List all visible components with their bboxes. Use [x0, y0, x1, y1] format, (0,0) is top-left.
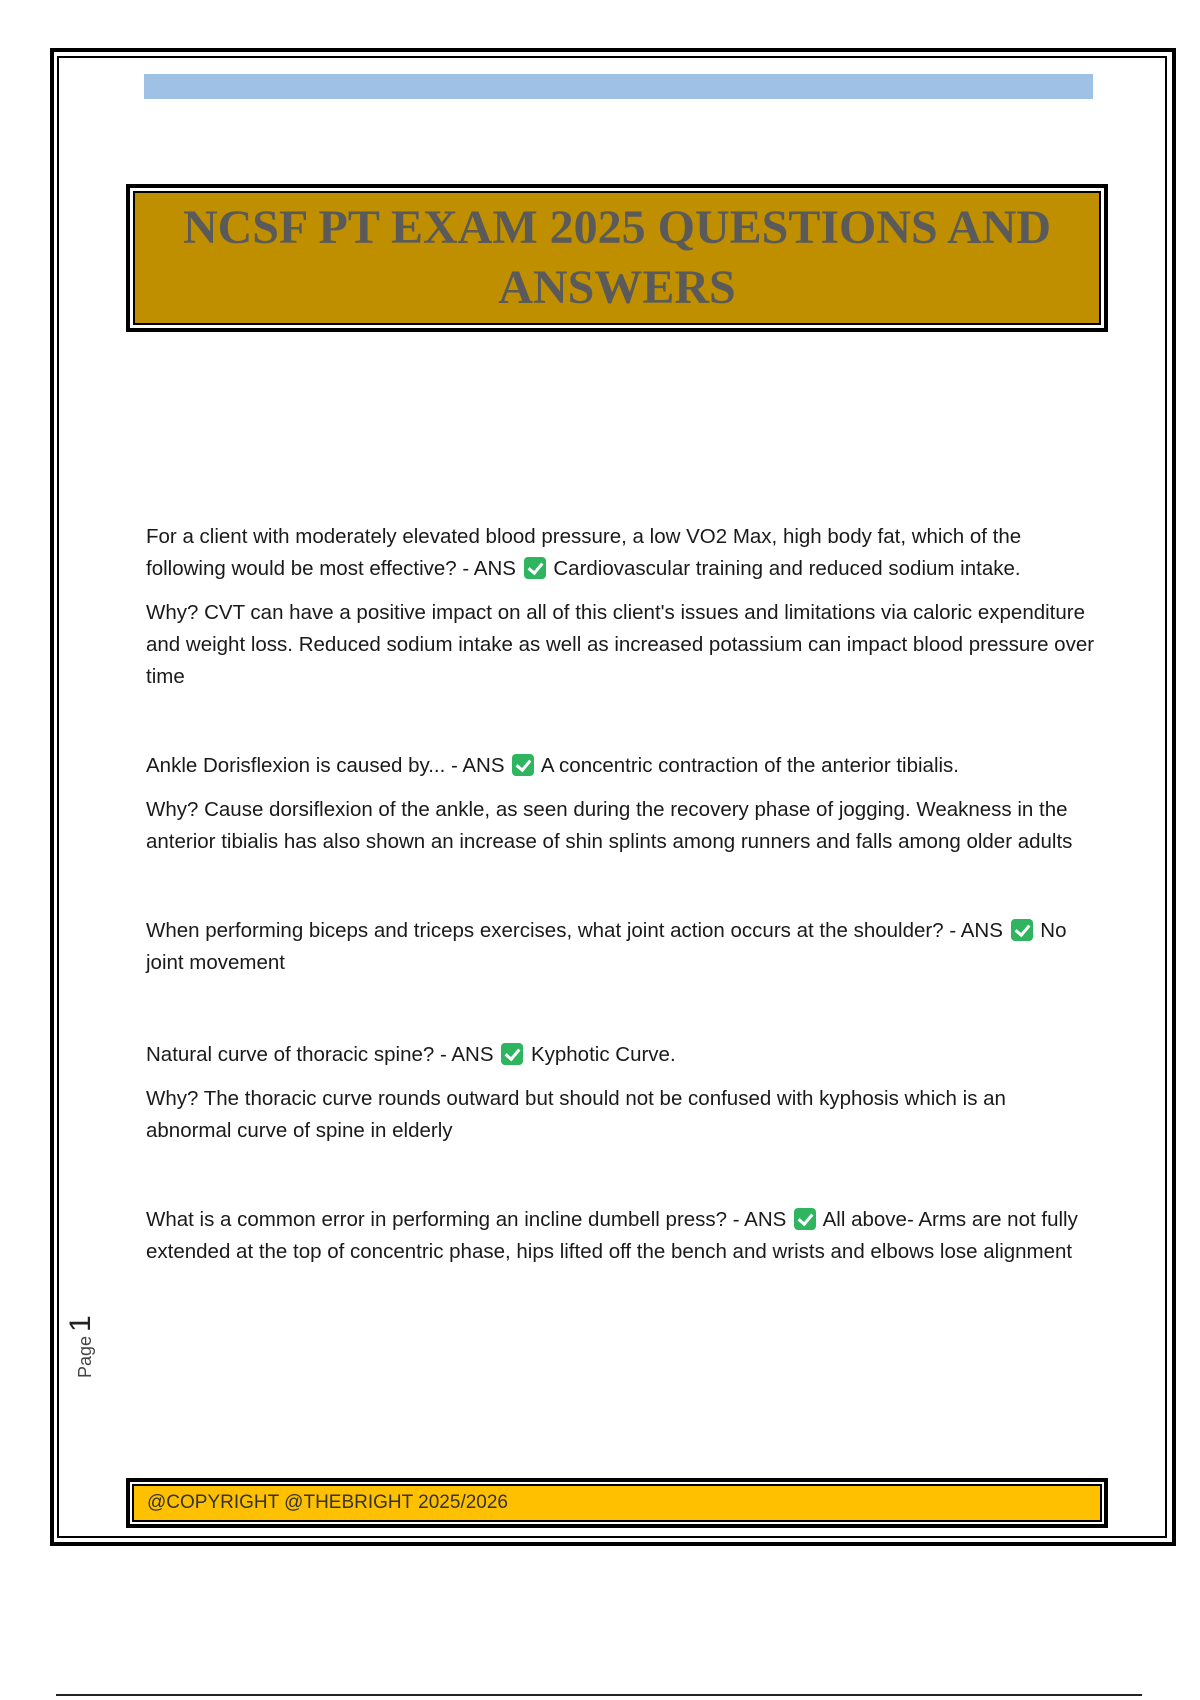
answer-text: Cardiovascular training and reduced sodium intake.: [553, 557, 1021, 580]
qa-item: [146, 521, 1096, 693]
footer-box-fill: [132, 1484, 1102, 1522]
question-text: For a client with moderately elevated blood pressure, a low VO2 Max, high body fat, which of the following would be most effective? - ANS: [146, 525, 1022, 580]
explanation-text: Why? Cause dorsiflexion of the ankle, as seen during the recovery phase of jogging. Weakness in the anterior tibialis has also shown an increase of shin splints among runners and falls among older adults: [146, 798, 1073, 853]
copyright-text: @COPYRIGHT @THEBRIGHT 2025/2026: [147, 1492, 508, 1513]
bottom-divider: [56, 1694, 1142, 1696]
explanation-text: Why? The thoracic curve rounds outward but should not be confused with kyphosis which is an abnormal curve of spine in elderly: [146, 1087, 1006, 1142]
page-number: [56, 1268, 96, 1378]
qa-question-answer: [146, 521, 1096, 585]
checkmark-icon: [1011, 919, 1033, 941]
page-title: NCSF PT EXAM 2025 QUESTIONS AND ANSWERS: [182, 201, 1052, 314]
qa-item: [146, 1039, 1096, 1147]
answer-text: No joint movement: [146, 919, 1067, 974]
checkmark-icon: [524, 557, 546, 579]
qa-question-answer: [146, 915, 1096, 979]
answer-text: All above- Arms are not fully extended at the top of concentric phase, hips lifted off the bench and wrists and elbows lose alignment: [146, 1208, 1078, 1263]
qa-question-answer: [146, 750, 1096, 782]
question-text: When performing biceps and triceps exercises, what joint action occurs at the shoulder? - ANS: [146, 919, 1003, 942]
footer-box: [126, 1478, 1108, 1528]
checkmark-icon: [512, 754, 534, 776]
qa-question-answer: [146, 1204, 1096, 1268]
question-text: Ankle Dorisflexion is caused by... - ANS: [146, 754, 505, 777]
page-number-value: 1: [64, 1315, 97, 1332]
explanation-text: Why? CVT can have a positive impact on all of this client's issues and limitations via caloric expenditure and weight loss. Reduced sodium intake as well as increased potassium can impact blood pressure over time: [146, 601, 1095, 688]
page-number-label: Page: [75, 1335, 95, 1378]
answer-text: A concentric contraction of the anterior tibialis.: [540, 754, 960, 777]
qa-question-answer: [146, 1039, 1096, 1071]
question-text: Natural curve of thoracic spine? - ANS: [146, 1043, 494, 1066]
title-box: [126, 184, 1108, 332]
qa-item: [146, 750, 1096, 858]
answer-text: Kyphotic Curve.: [530, 1043, 676, 1066]
checkmark-icon: [794, 1208, 816, 1230]
header-color-band: [144, 74, 1093, 99]
checkmark-icon: [501, 1043, 523, 1065]
qa-list: [146, 521, 1096, 1268]
title-box-fill: [133, 191, 1101, 325]
qa-item: [146, 915, 1096, 979]
question-text: What is a common error in performing an incline dumbell press? - ANS: [146, 1208, 787, 1231]
qa-item: [146, 1204, 1096, 1268]
